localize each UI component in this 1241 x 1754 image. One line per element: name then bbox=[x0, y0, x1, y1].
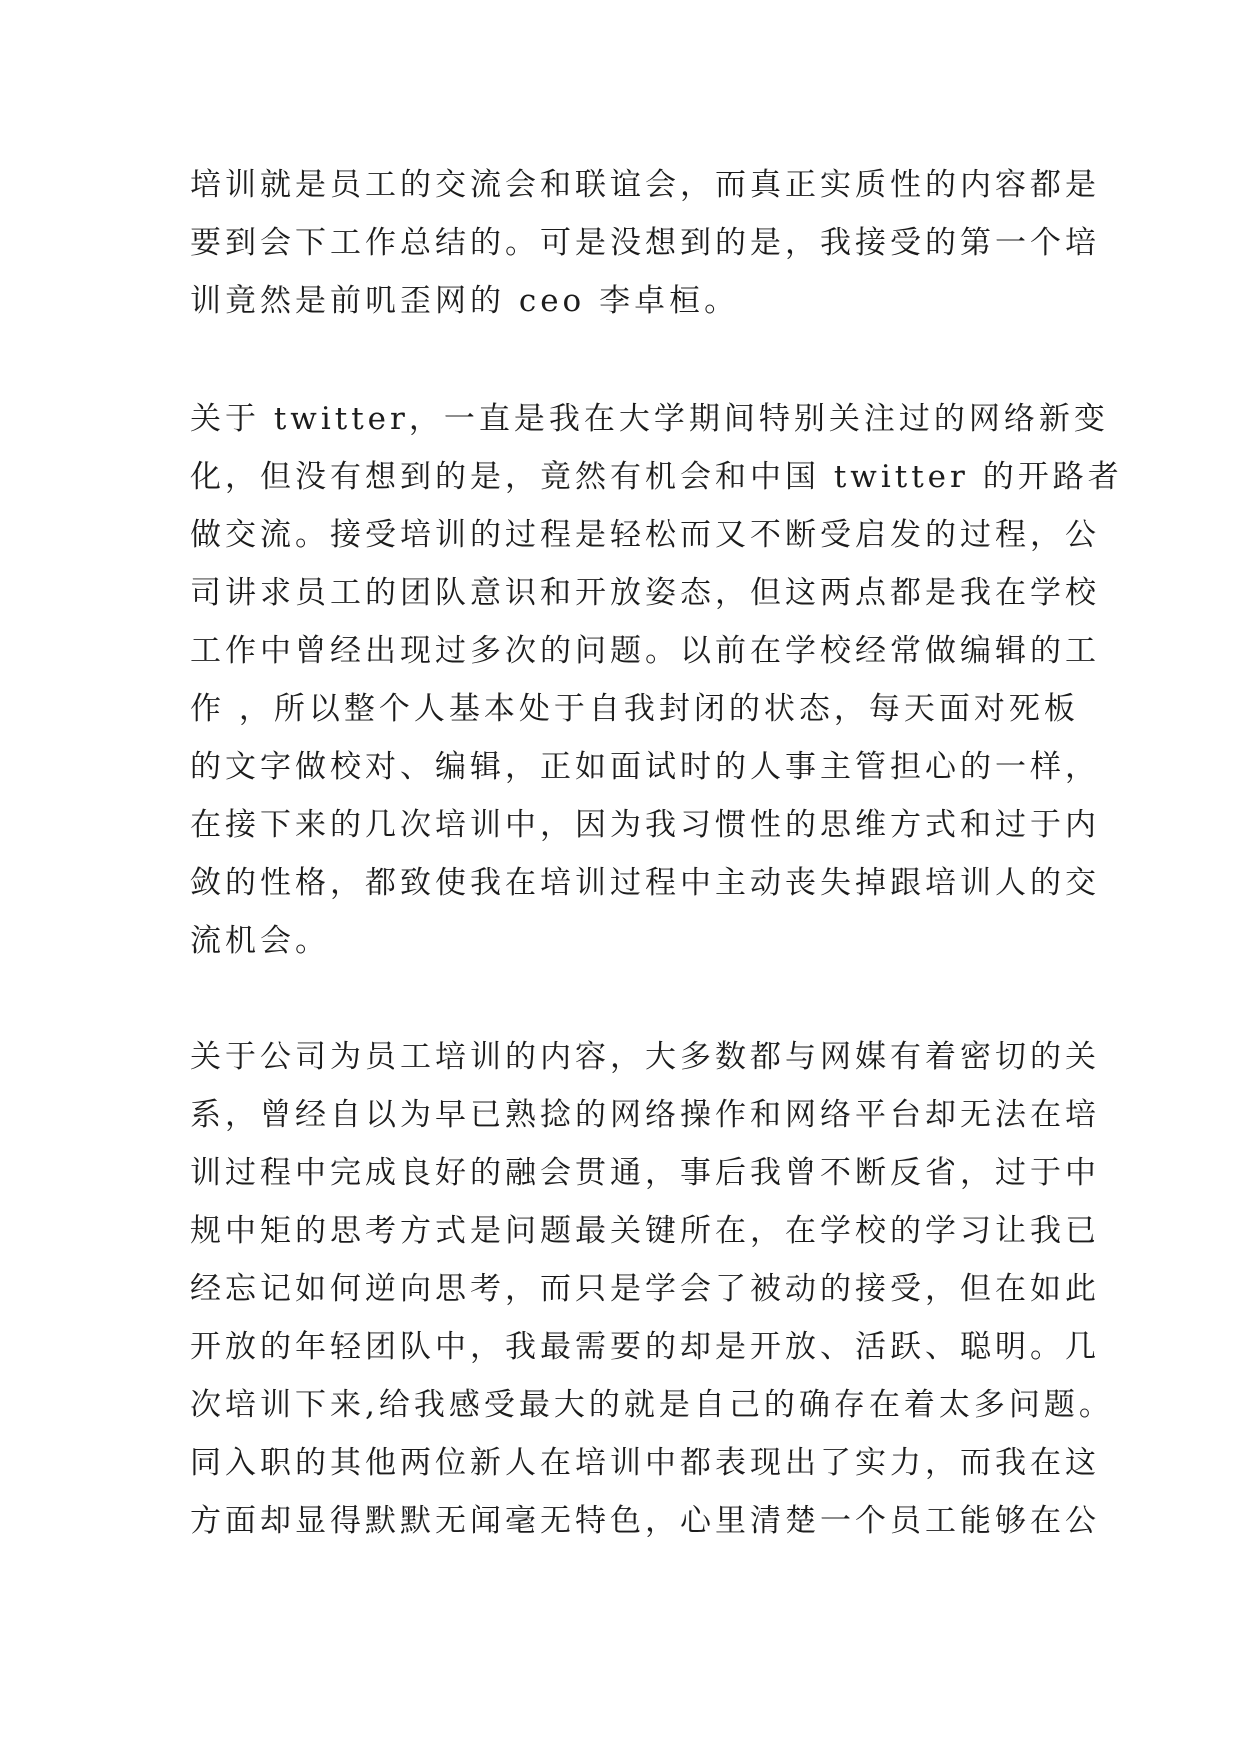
paragraph-line: 规中矩的思考方式是问题最关键所在，在学校的学习让我已 bbox=[190, 1213, 1100, 1249]
paragraph-line: 在接下来的几次培训中，因为我习惯性的思维方式和过于内 bbox=[190, 807, 1100, 843]
paragraph-line: 的文字做校对、编辑，正如面试时的人事主管担心的一样， bbox=[190, 749, 1100, 785]
paragraph-line: 系，曾经自以为早已熟捻的网络操作和网络平台却无法在培 bbox=[190, 1097, 1100, 1133]
paragraph-line: 司讲求员工的团队意识和开放姿态，但这两点都是我在学校 bbox=[190, 575, 1100, 611]
paragraph-line: 同入职的其他两位新人在培训中都表现出了实力，而我在这 bbox=[190, 1445, 1100, 1481]
paragraph-line: 敛的性格，都致使我在培训过程中主动丧失掉跟培训人的交 bbox=[190, 865, 1100, 901]
paragraph-2 bbox=[190, 390, 1123, 970]
paragraph-line: 方面却显得默默无闻毫无特色，心里清楚一个员工能够在公 bbox=[190, 1503, 1100, 1539]
paragraph-3 bbox=[190, 1028, 1114, 1550]
paragraph-line: 训过程中完成良好的融会贯通，事后我曾不断反省，过于中 bbox=[190, 1155, 1100, 1191]
paragraph-line: 做交流。接受培训的过程是轻松而又不断受启发的过程，公 bbox=[190, 517, 1100, 553]
paragraph-line: 流机会。 bbox=[190, 923, 330, 959]
paragraph-line: 关于公司为员工培训的内容，大多数都与网媒有着密切的关 bbox=[190, 1039, 1100, 1075]
paragraph-line: 训竟然是前叽歪网的 ceo 李卓桓。 bbox=[190, 283, 740, 319]
paragraph-line: 作 ，所以整个人基本处于自我封闭的状态，每天面对死板 bbox=[190, 691, 1079, 727]
paragraph-line: 开放的年轻团队中，我最需要的却是开放、活跃、聪明。几 bbox=[190, 1329, 1100, 1365]
paragraph-line: 培训就是员工的交流会和联谊会，而真正实质性的内容都是 bbox=[190, 167, 1100, 203]
paragraph-line: 经忘记如何逆向思考，而只是学会了被动的接受，但在如此 bbox=[190, 1271, 1100, 1307]
paragraph-1 bbox=[190, 156, 1100, 330]
paragraph-line: 关于 twitter，一直是我在大学期间特别关注过的网络新变 bbox=[190, 401, 1109, 437]
paragraph-line: 次培训下来,给我感受最大的就是自己的确存在着太多问题。 bbox=[190, 1387, 1114, 1423]
paragraph-line: 要到会下工作总结的。可是没想到的是，我接受的第一个培 bbox=[190, 225, 1100, 261]
paragraph-line: 化，但没有想到的是，竟然有机会和中国 twitter 的开路者 bbox=[190, 459, 1123, 495]
paragraph-line: 工作中曾经出现过多次的问题。以前在学校经常做编辑的工 bbox=[190, 633, 1100, 669]
